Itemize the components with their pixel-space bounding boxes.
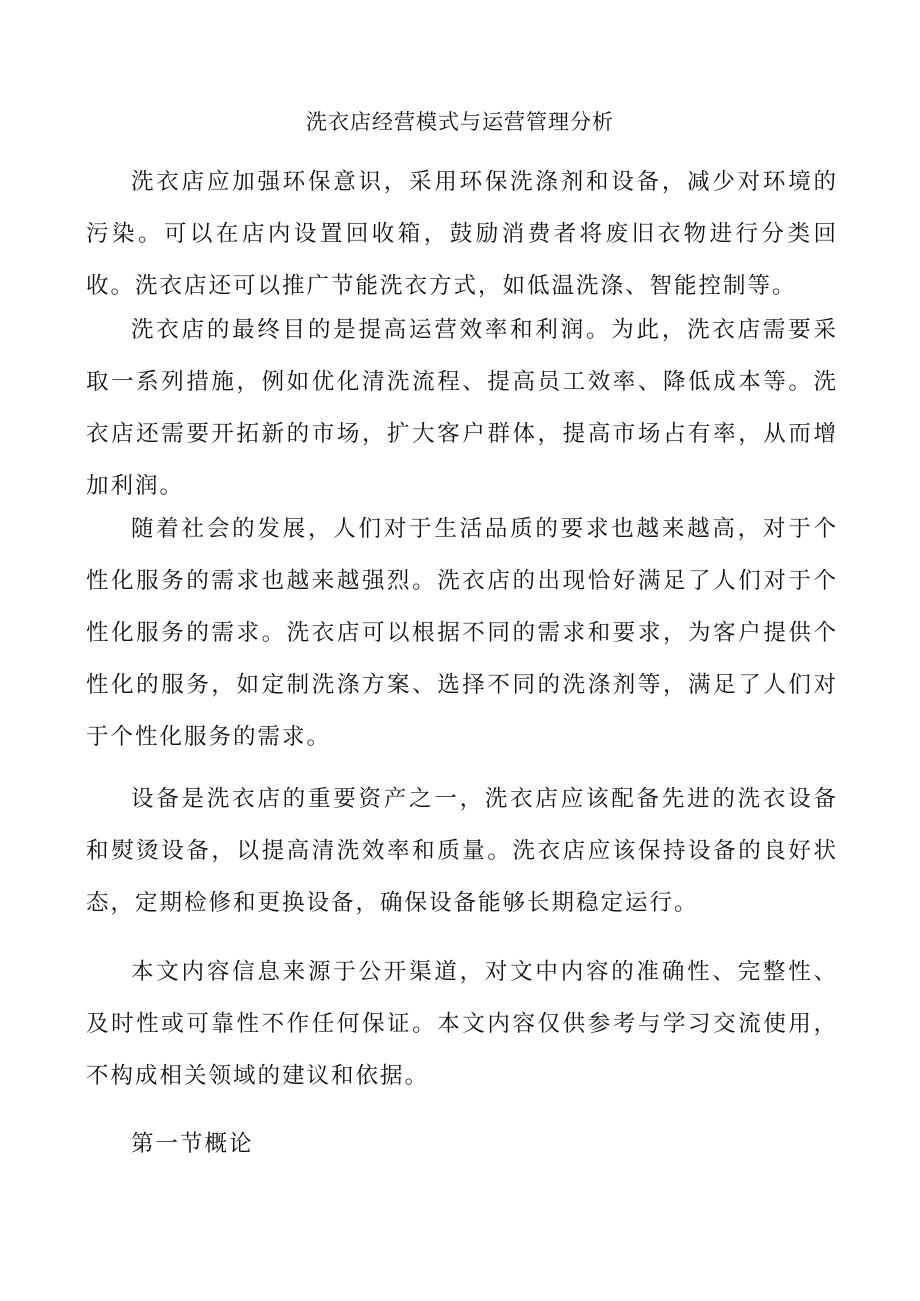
document-title: 洗衣店经营模式与运营管理分析 xyxy=(306,110,614,134)
section-heading: 第一节概论 xyxy=(131,1131,254,1157)
paragraph-personalized-service: 随着社会的发展，人们对于生活品质的要求也越来越高，对于个性化服务的需求也越来越强烈。洗衣店的出现恰好满足了人们对于个性化服务的需求。洗衣店可以根据不同的需求和要求，为客户提供个性化的服务，如定制洗涤方案、选择不同的洗涤剂等，满足了人们对于个性化服务的需求。 xyxy=(86,516,838,750)
paragraph-environmental-awareness: 洗衣店应加强环保意识，采用环保洗涤剂和设备，减少对环境的污染。可以在店内设置回收箱，鼓励消费者将废旧衣物进行分类回收。洗衣店还可以推广节能洗衣方式，如低温洗涤、智能控制等。 xyxy=(86,169,838,299)
paragraph-operational-efficiency: 洗衣店的最终目的是提高运营效率和利润。为此，洗衣店需要采取一系列措施，例如优化清洗流程、提高员工效率、降低成本等。洗衣店还需要开拓新的市场，扩大客户群体，提高市场占有率，从而增加利润。 xyxy=(86,317,838,499)
paragraph-equipment: 设备是洗衣店的重要资产之一，洗衣店应该配备先进的洗衣设备和熨烫设备，以提高清洗效率和质量。洗衣店应该保持设备的良好状态，定期检修和更换设备，确保设备能够长期稳定运行。 xyxy=(86,786,838,916)
paragraph-disclaimer: 本文内容信息来源于公开渠道，对文中内容的准确性、完整性、及时性或可靠性不作任何保证。本文内容仅供参考与学习交流使用，不构成相关领域的建议和依据。 xyxy=(86,959,838,1089)
